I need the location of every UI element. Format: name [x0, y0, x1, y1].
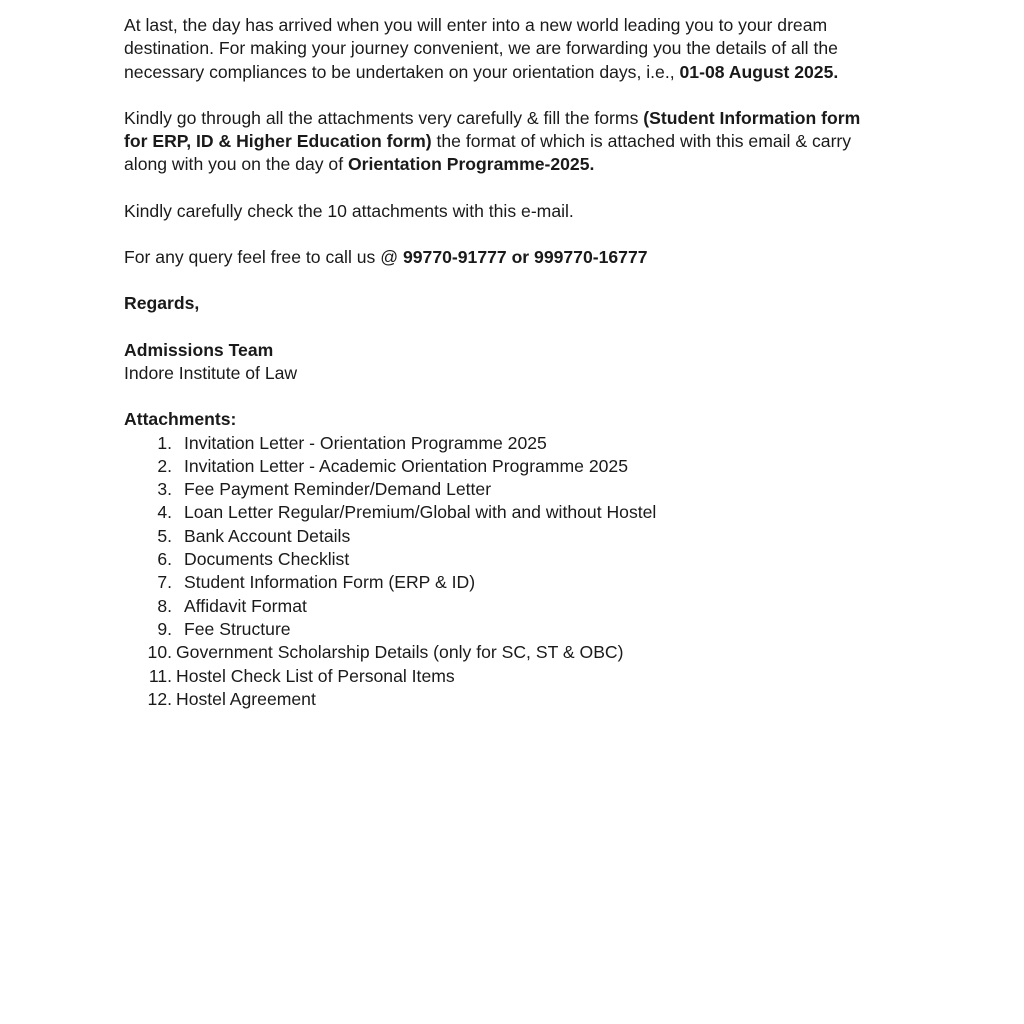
attachment-text: Student Information Form (ERP & ID) — [184, 572, 476, 593]
attachment-text: Affidavit Format — [184, 595, 307, 616]
attachment-number: 5. — [157, 525, 172, 546]
signature-institute: Indore Institute of Law — [124, 362, 298, 383]
attachments-title: Attachments: — [124, 409, 237, 430]
intro-line-3-text: necessary compliances to be undertaken on your orientation days, i.e., — [124, 61, 680, 82]
attachment-text: Hostel Check List of Personal Items — [176, 665, 455, 686]
intro-paragraph — [124, 14, 914, 84]
attachment-text: Fee Payment Reminder/Demand Letter — [184, 479, 492, 500]
attachment-text: Government Scholarship Details (only for SC, ST & OBC) — [176, 642, 624, 663]
instructions-line-3-text: along with you on the day of — [124, 154, 348, 175]
attachment-item — [124, 478, 914, 501]
attachment-item — [124, 618, 914, 641]
attachment-number: 3. — [157, 479, 172, 500]
forms-name-part-1: (Student Information form — [643, 107, 861, 128]
instructions-line-3 — [124, 153, 914, 176]
attachment-text: Loan Letter Regular/Premium/Global with and without Hostel — [184, 502, 657, 523]
attachment-number: 12. — [147, 688, 172, 709]
regards-paragraph — [124, 292, 914, 315]
attachment-number: 4. — [157, 502, 172, 523]
attachment-item — [124, 641, 914, 664]
attachment-text: Bank Account Details — [184, 525, 351, 546]
attachment-item — [124, 688, 914, 711]
instructions-line-1-text: Kindly go through all the attachments very carefully & fill the forms — [124, 107, 644, 128]
programme-name: Orientation Programme-2025. — [348, 154, 595, 175]
intro-line-1: At last, the day has arrived when you will enter into a new world leading you to your dream — [124, 15, 828, 35]
attachment-number: 8. — [157, 595, 172, 616]
signature-block — [124, 339, 914, 386]
signature-team: Admissions Team — [124, 339, 274, 360]
attachments-list — [124, 432, 914, 712]
check-attachments-paragraph — [124, 200, 914, 223]
attachment-item — [124, 501, 914, 524]
attachment-text: Invitation Letter - Orientation Programme 2025 — [184, 432, 547, 453]
attachment-number: 10. — [147, 642, 172, 663]
query-text: For any query feel free to call us @ — [124, 247, 403, 268]
attachment-number: 1. — [157, 432, 172, 453]
attachment-item — [124, 548, 914, 571]
attachment-item — [124, 432, 914, 455]
attachment-number: 11. — [148, 665, 172, 686]
contact-phone-numbers: 99770-91777 or 999770-16777 — [402, 247, 648, 268]
attachment-item — [124, 571, 914, 594]
forms-name-part-2: for ERP, ID & Higher Education form) — [124, 131, 432, 152]
instructions-line-2 — [124, 130, 914, 153]
attachment-text: Documents Checklist — [184, 549, 350, 570]
attachment-item — [124, 455, 914, 478]
attachment-number: 9. — [157, 618, 172, 639]
regards-text: Regards, — [124, 293, 200, 314]
attachments-section — [124, 408, 914, 711]
attachment-number: 7. — [157, 572, 172, 593]
query-paragraph — [124, 246, 914, 269]
orientation-dates: 01-08 August 2025. — [679, 61, 839, 82]
attachment-text: Invitation Letter - Academic Orientation Programme 2025 — [184, 455, 628, 476]
attachment-text: Fee Structure — [184, 618, 291, 639]
attachment-item — [124, 525, 914, 548]
attachment-number: 6. — [157, 549, 172, 570]
attachment-item — [124, 665, 914, 688]
attachment-text: Hostel Agreement — [176, 688, 316, 709]
query-line — [124, 246, 914, 269]
letter-page — [124, 14, 914, 711]
instructions-paragraph — [124, 107, 914, 177]
instructions-line-2-text: the format of which is attached with this email & carry — [431, 131, 852, 152]
attachment-number: 2. — [157, 455, 172, 476]
intro-line-2: destination. For making your journey convenient, we are forwarding you the details of all the — [124, 38, 838, 59]
instructions-line-1 — [124, 107, 914, 130]
check-attachments-text: Kindly carefully check the 10 attachments with this e-mail. — [124, 200, 574, 221]
intro-line-3 — [124, 61, 914, 84]
attachment-item — [124, 595, 914, 618]
